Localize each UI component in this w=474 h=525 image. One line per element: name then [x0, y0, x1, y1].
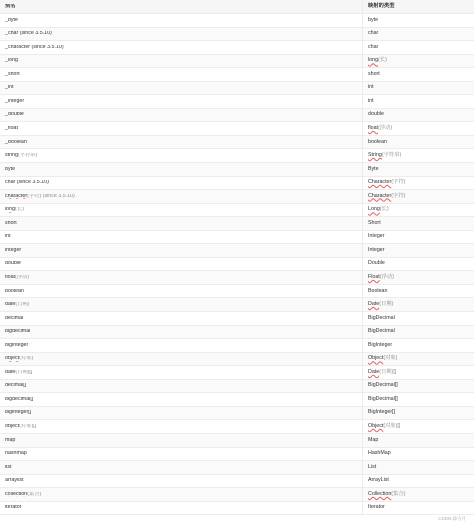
mapped-type-text: Character — [368, 192, 392, 199]
mapped-type-cell — [362, 502, 474, 515]
alias-text: collection — [5, 491, 28, 497]
table-row — [0, 55, 474, 69]
alias-cell — [0, 167, 362, 172]
mapped-type-cell — [362, 271, 474, 284]
mapped-type-cell — [362, 41, 474, 54]
alias-cell — [0, 45, 362, 50]
table-row — [0, 217, 474, 231]
mapped-type-text: Integer — [368, 233, 385, 240]
mapped-type-cell — [362, 68, 474, 81]
mapped-type-cell — [362, 82, 474, 95]
mapped-type-text: BigDecimal[] — [368, 395, 398, 402]
mapped-type-text: Short — [368, 219, 381, 226]
mapped-type-note: (字符) — [391, 179, 406, 186]
table-row — [0, 380, 474, 394]
alias-text: double — [5, 261, 21, 267]
alias-text: _char (since 3.5.10) — [5, 31, 52, 37]
mapped-type-cell — [362, 244, 474, 257]
mapped-type-text: boolean — [368, 138, 387, 145]
alias-cell — [0, 505, 362, 510]
mapped-type-cell — [362, 122, 474, 135]
alias-text: date — [5, 369, 16, 375]
table-row — [0, 298, 474, 312]
alias-cell — [0, 153, 362, 158]
table-row — [0, 149, 474, 163]
alias-cell — [0, 451, 362, 456]
table-row — [0, 502, 474, 516]
alias-cell — [0, 289, 362, 294]
header-mapped-type: 映射的类型 — [362, 0, 474, 13]
mapped-type-cell — [362, 339, 474, 352]
mapped-type-cell — [362, 28, 474, 41]
alias-text: map — [5, 437, 16, 443]
table-row — [0, 339, 474, 353]
alias-cell — [0, 112, 362, 117]
mapped-type-text: int — [368, 84, 374, 91]
mapped-type-text: Float — [368, 274, 380, 281]
table-row — [0, 177, 474, 191]
mapped-type-text: List — [368, 463, 377, 470]
alias-cell — [0, 140, 362, 145]
alias-cell — [0, 72, 362, 77]
table-row — [0, 258, 474, 272]
alias-text: biginteger — [5, 342, 29, 348]
mapped-type-cell — [362, 380, 474, 393]
alias-cell — [0, 383, 362, 388]
mapped-type-cell — [362, 298, 474, 311]
mapped-type-cell — [362, 285, 474, 298]
mapped-type-text: Object — [368, 423, 384, 430]
table-row — [0, 244, 474, 258]
alias-note: (对象) — [19, 356, 34, 362]
mapped-type-cell — [362, 217, 474, 230]
mapped-type-text: byte — [368, 16, 379, 23]
mapped-type-note: (长) — [379, 206, 389, 213]
alias-text: _float — [5, 126, 18, 131]
alias-cell — [0, 424, 362, 429]
table-row — [0, 353, 474, 367]
mapped-type-text: Integer — [368, 246, 385, 253]
alias-note: (日期)[] — [15, 369, 33, 375]
alias-text: arraylist — [5, 478, 24, 484]
alias-cell — [0, 85, 362, 90]
mapped-type-note: (浮动) — [379, 274, 394, 281]
alias-cell — [0, 58, 362, 63]
table-row — [0, 122, 474, 136]
alias-cell — [0, 248, 362, 253]
mapped-type-text: BigDecimal[] — [368, 382, 398, 389]
alias-cell — [0, 234, 362, 239]
alias-text: object — [5, 356, 20, 362]
alias-cell — [0, 194, 362, 199]
alias-note: (字符) (since 3.5.10) — [27, 193, 75, 199]
alias-cell — [0, 370, 362, 375]
table-row — [0, 190, 474, 204]
mapped-type-note: (对象)[] — [383, 423, 401, 430]
alias-cell — [0, 207, 362, 212]
table-row — [0, 41, 474, 55]
mapped-type-note: (集合) — [391, 490, 406, 497]
alias-text: integer — [5, 247, 22, 253]
alias-cell — [0, 410, 362, 415]
mapped-type-text: String — [368, 152, 382, 159]
table-row — [0, 109, 474, 123]
alias-text: short — [5, 220, 17, 226]
alias-text: date — [5, 302, 16, 308]
mapped-type-text: long — [368, 57, 379, 64]
mapped-type-cell — [362, 353, 474, 366]
mapped-type-note: (长) — [378, 57, 387, 64]
alias-text: hashmap — [5, 451, 27, 457]
alias-text: int — [5, 234, 11, 240]
alias-note: (长) — [15, 207, 24, 213]
watermark: CSDN @古月 — [438, 516, 466, 521]
table-row — [0, 271, 474, 285]
table-row — [0, 285, 474, 299]
alias-text: char (since 3.5.10) — [5, 180, 49, 186]
table-row — [0, 82, 474, 96]
mapped-type-text: Byte — [368, 165, 379, 172]
mapped-type-text: Double — [368, 260, 385, 267]
mapped-type-cell — [362, 420, 474, 433]
alias-text: bigdecimal[] — [5, 396, 34, 402]
alias-cell — [0, 261, 362, 266]
mapped-type-cell — [362, 109, 474, 122]
mapped-type-text: BigDecimal — [368, 328, 395, 335]
alias-cell — [0, 465, 362, 470]
alias-text: _int — [5, 85, 14, 91]
alias-text: float — [5, 275, 16, 281]
alias-text: _integer — [5, 98, 25, 104]
header-alias: 别名 — [5, 3, 16, 9]
alias-text: _double — [5, 112, 24, 118]
table-row — [0, 14, 474, 28]
table-row — [0, 231, 474, 245]
mapped-type-cell — [362, 326, 474, 339]
alias-text: _byte — [5, 17, 18, 23]
mapped-type-cell — [362, 366, 474, 379]
alias-cell — [0, 221, 362, 226]
mapped-type-cell — [362, 488, 474, 501]
mapped-type-note: (字符) — [391, 192, 406, 199]
alias-text: _boolean — [5, 139, 27, 145]
mapped-type-cell — [362, 95, 474, 108]
alias-text: object — [5, 424, 20, 430]
mapped-type-text: Boolean — [368, 287, 388, 294]
mapped-type-text: Collection — [368, 490, 392, 497]
mapped-type-text: Iterator — [368, 504, 385, 511]
mapped-type-text: Long — [368, 206, 380, 213]
alias-cell — [0, 397, 362, 402]
table-row — [0, 448, 474, 462]
alias-text: bigdecimal — [5, 329, 31, 335]
mapped-type-text: Date — [368, 301, 380, 308]
alias-cell — [0, 478, 362, 483]
table-row — [0, 163, 474, 177]
alias-cell — [0, 329, 362, 334]
table-row — [0, 95, 474, 109]
alias-text: string — [5, 153, 18, 159]
alias-text: boolean — [5, 288, 24, 294]
mapped-type-cell — [362, 475, 474, 488]
table-row — [0, 68, 474, 82]
table-row — [0, 28, 474, 42]
mapped-type-text: short — [368, 70, 380, 77]
mapped-type-text: Date — [368, 368, 380, 375]
alias-cell — [0, 99, 362, 104]
alias-text: list — [5, 464, 12, 470]
alias-text: _short — [5, 71, 20, 77]
alias-cell — [0, 18, 362, 23]
alias-text: decimal — [5, 315, 24, 321]
mapped-type-text: double — [368, 111, 384, 118]
alias-text: biginteger[] — [5, 410, 32, 416]
table-row — [0, 393, 474, 407]
table-row — [0, 461, 474, 475]
mapped-type-text: BigInteger — [368, 341, 393, 348]
mapped-type-cell — [362, 312, 474, 325]
mapped-type-text: int — [368, 97, 374, 104]
mapped-type-cell — [362, 136, 474, 149]
mapped-type-text: BigDecimal — [368, 314, 395, 321]
table-row — [0, 407, 474, 421]
mapped-type-cell — [362, 407, 474, 420]
mapped-type-note: (字符串) — [381, 152, 402, 159]
mapped-type-cell — [362, 258, 474, 271]
mapped-type-text: float — [368, 125, 379, 131]
alias-cell — [0, 356, 362, 361]
alias-cell — [0, 438, 362, 443]
alias-cell — [0, 302, 362, 307]
alias-text: iterator — [5, 505, 22, 511]
alias-cell — [0, 126, 362, 131]
alias-note: (集合) — [27, 491, 42, 497]
mapped-type-cell — [362, 434, 474, 447]
mapped-type-text: Map — [368, 436, 379, 443]
mapped-type-text: HashMap — [368, 450, 391, 457]
mapped-type-cell — [362, 14, 474, 27]
table-row — [0, 366, 474, 380]
mapped-type-text: Character — [368, 179, 392, 186]
table-row — [0, 136, 474, 150]
mapped-type-cell — [362, 55, 474, 68]
mapped-type-text: Object — [368, 355, 384, 362]
alias-note: (对象)[] — [19, 424, 37, 430]
mapped-type-cell — [362, 461, 474, 474]
alias-text: _character (since 3.5.10) — [5, 44, 64, 50]
mapped-type-cell — [362, 393, 474, 406]
alias-cell — [0, 316, 362, 321]
mapped-type-text: char — [368, 43, 379, 50]
mapped-type-text: ArrayList — [368, 477, 389, 484]
alias-text: decimal[] — [5, 383, 27, 389]
mapped-type-note: (日期) — [379, 301, 394, 308]
table-row — [0, 326, 474, 340]
mapped-type-cell — [362, 190, 474, 203]
mapped-type-cell — [362, 231, 474, 244]
mapped-type-note: (浮动) — [378, 125, 393, 131]
alias-text: byte — [5, 166, 16, 172]
mapped-type-note: (对象) — [383, 355, 398, 362]
alias-cell — [0, 492, 362, 497]
table-row — [0, 434, 474, 448]
table-row — [0, 204, 474, 218]
mapped-type-cell — [362, 448, 474, 461]
mapped-type-text: char — [368, 30, 379, 37]
alias-note: (浮动) — [15, 275, 30, 281]
mapped-type-cell — [362, 177, 474, 190]
alias-cell — [0, 180, 362, 185]
alias-cell — [0, 275, 362, 280]
table-header-row — [0, 0, 474, 14]
mapped-type-cell — [362, 163, 474, 176]
alias-text: _long — [5, 58, 18, 64]
table-row — [0, 475, 474, 489]
table-row — [0, 488, 474, 502]
mapped-type-text: BigInteger[] — [368, 409, 396, 416]
alias-text: long — [5, 207, 16, 213]
mapped-type-note: (日期)[] — [379, 368, 397, 375]
alias-note: (字符串) — [17, 153, 38, 159]
table-row — [0, 312, 474, 326]
alias-note: (日期) — [15, 302, 30, 308]
mapped-type-cell — [362, 204, 474, 217]
alias-cell — [0, 343, 362, 348]
mapped-type-cell — [362, 149, 474, 162]
alias-cell — [0, 31, 362, 36]
table-row — [0, 420, 474, 434]
alias-text: character — [5, 193, 28, 199]
